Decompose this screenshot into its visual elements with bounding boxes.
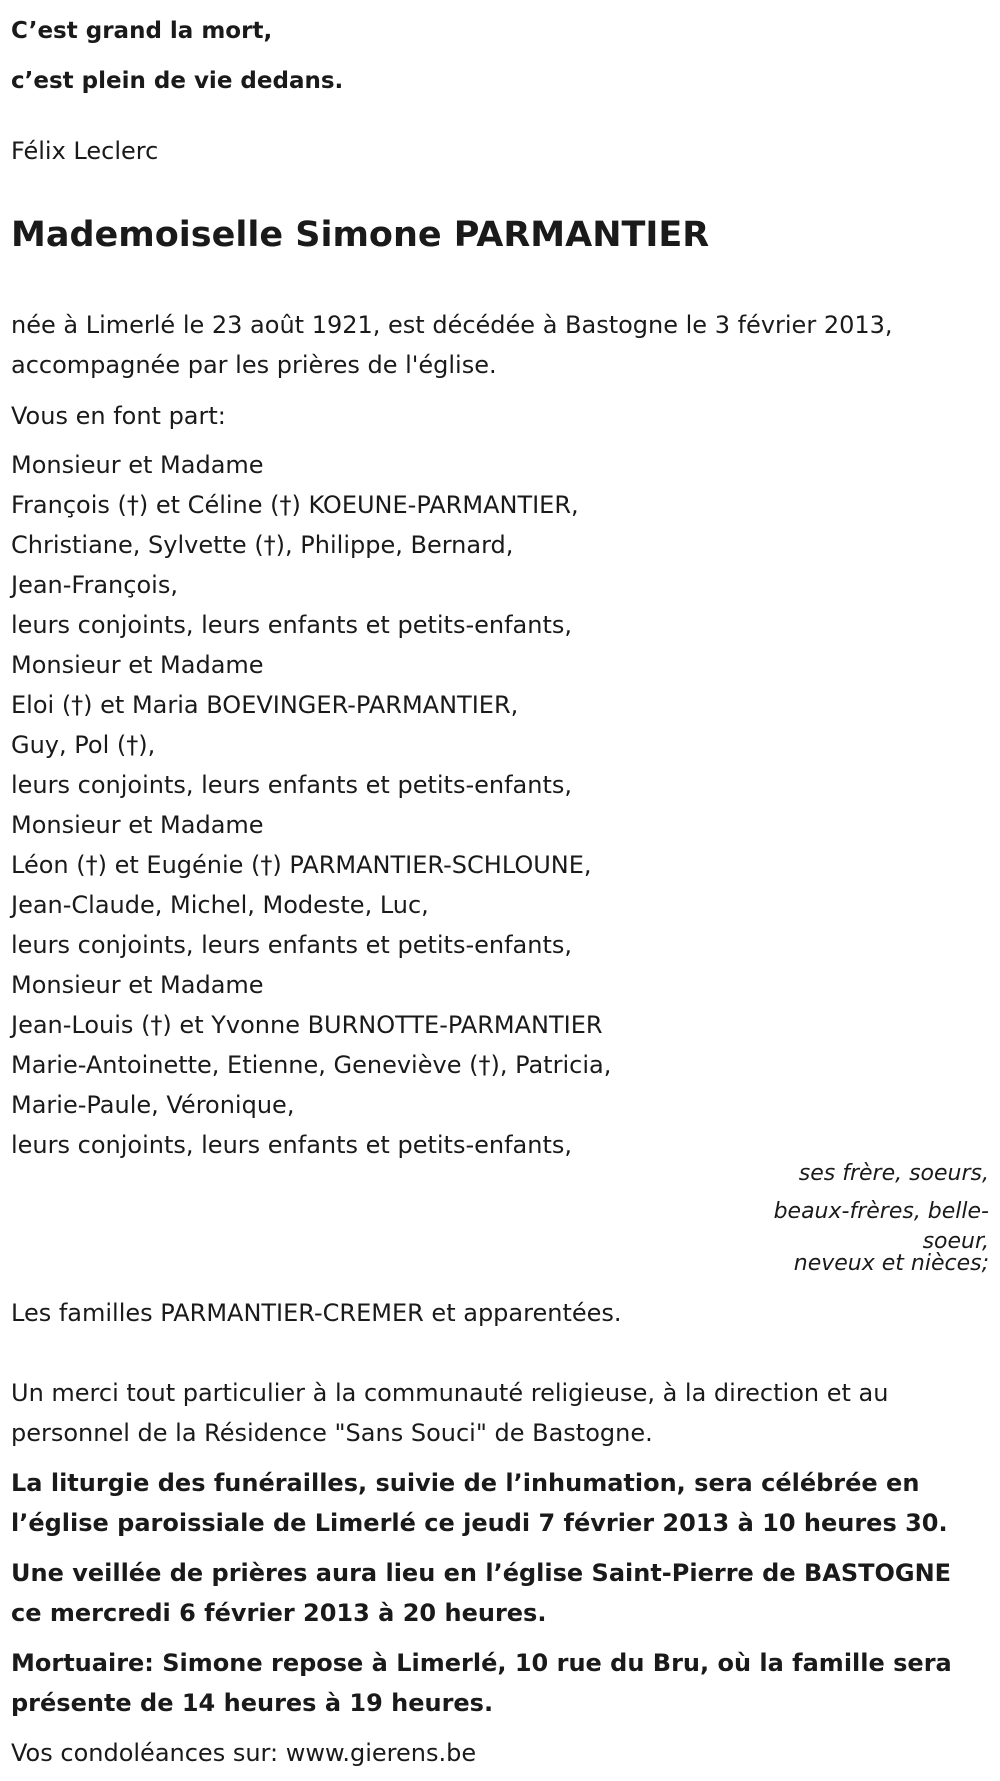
relation-note: [734, 1155, 989, 1275]
quote-line-1: C’est grand la mort,: [11, 18, 273, 44]
intro-text: née à Limerlé le 23 août 1921, est décédée à Bastogne le 3 février 2013, accompagnée par les prières de l'église.: [11, 311, 893, 379]
relation-line-4: neveux et nièces;: [793, 1251, 989, 1276]
family-line: Monsieur et Madame: [11, 811, 264, 839]
family-line: Jean-Claude, Michel, Modeste, Luc,: [11, 891, 429, 919]
family-line: Guy, Pol (†),: [11, 731, 156, 759]
family-line: Léon (†) et Eugénie (†) PARMANTIER-SCHLOUNE,: [11, 851, 592, 879]
liturgy-text: La liturgie des funérailles, suivie de l’inhumation, sera célébrée en l’église paroissiale de Limerlé ce jeudi 7 février 2013 à 10 heures 30.: [11, 1469, 948, 1537]
vigil-text: Une veillée de prières aura lieu en l’église Saint-Pierre de BASTOGNE ce mercredi 6 février 2013 à 20 heures.: [11, 1559, 952, 1627]
family-line: Christiane, Sylvette (†), Philippe, Bernard,: [11, 531, 514, 559]
family-line: Monsieur et Madame: [11, 971, 264, 999]
relation-line-1: ses frère, soeurs,: [798, 1161, 989, 1186]
family-line: Marie-Paule, Véronique,: [11, 1091, 295, 1119]
condolences-text: Vos condoléances sur: www.gierens.be: [11, 1739, 477, 1767]
family-line: Jean-François,: [11, 571, 178, 599]
families-text: Les familles PARMANTIER-CREMER et apparentées.: [11, 1299, 622, 1327]
family-line: François (†) et Céline (†) KOEUNE-PARMANTIER,: [11, 491, 579, 519]
family-line: Marie-Antoinette, Etienne, Geneviève (†), Patricia,: [11, 1051, 612, 1079]
family-line: Eloi (†) et Maria BOEVINGER-PARMANTIER,: [11, 691, 519, 719]
announce-text: Vous en font part:: [11, 402, 226, 430]
quote: [11, 6, 343, 106]
family-line: Monsieur et Madame: [11, 451, 264, 479]
family-line: Monsieur et Madame: [11, 651, 264, 679]
mortuary-text: Mortuaire: Simone repose à Limerlé, 10 rue du Bru, où la famille sera présente de 14 heures à 19 heures.: [11, 1649, 952, 1717]
family-line: leurs conjoints, leurs enfants et petits-enfants,: [11, 771, 573, 799]
deceased-title: Mademoiselle Simone PARMANTIER: [11, 215, 710, 255]
family-line: Jean-Louis (†) et Yvonne BURNOTTE-PARMANTIER: [11, 1011, 603, 1039]
family-line: leurs conjoints, leurs enfants et petits-enfants,: [11, 611, 573, 639]
family-line: leurs conjoints, leurs enfants et petits-enfants,: [11, 931, 573, 959]
family-list: [11, 445, 611, 1165]
quote-line-2: c’est plein de vie dedans.: [11, 68, 344, 94]
relation-line-2: beaux-frères, belle-: [773, 1199, 989, 1224]
thanks-text: Un merci tout particulier à la communauté religieuse, à la direction et au personnel de la Résidence "Sans Souci" de Bastogne.: [11, 1379, 889, 1447]
family-line: leurs conjoints, leurs enfants et petits-enfants,: [11, 1131, 573, 1159]
relation-line-3: soeur,: [922, 1229, 989, 1254]
quote-author: Félix Leclerc: [11, 137, 159, 165]
